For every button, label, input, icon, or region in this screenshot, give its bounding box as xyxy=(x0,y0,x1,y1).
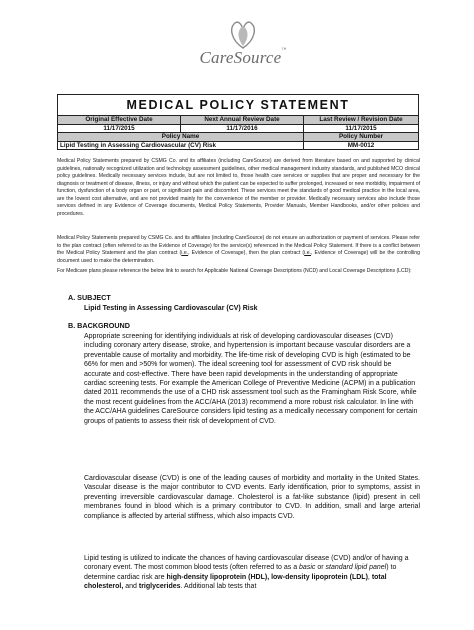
original-effective-date-label: Original Effective Date xyxy=(58,116,181,125)
policy-name: Lipid Testing in Assessing Cardiovascular (CV) Risk xyxy=(58,141,304,150)
background-paragraph-2: Cardiovascular disease (CVD) is one of the leading causes of morbidity and mortality in the United States. Vascular disease is the major contributor to CVD events. Early identification, prior to symptoms, assist in preventing irreversible cardiovascular damage. Cholesterol is a fat-like substance (lipid) present in cell membranes found in blood which is a primary contributor to CVD. In addition, small and large arterial compliance is affected by arterial stiffness, which also impacts CVD. xyxy=(84,475,420,520)
next-review-date: 11/17/2016 xyxy=(181,124,304,133)
caresource-logo xyxy=(188,20,298,70)
intro-paragraph-1: Medical Policy Statements prepared by CSMG Co. and its affiliates (including CareSource) are derived from literature based on and supported by clinical guidelines, nationally recognized utilization and technology assessment guidelines, other medical management industry standards, and published MCO clinical policy guidelines. Medically necessary services include, but are not limited to, those health care services or supplies that are proper and necessary for the diagnosis or treatment of disease, illness, or injury and without which the patient can be expected to suffer prolonged, increased or new morbidity, impairment of function, dysfunction of a body organ or part, or significant pain and discomfort. These services meet the standards of good medical practice in the local area, are the lowest cost alternative, and are not provided mainly for the convenience of the member or provider. Medically necessary services also include those services defined in any Evidence of Coverage documents, Medical Policy Statements, Provider Manuals, Member Handbooks, and/or other policies and procedures. xyxy=(57,158,420,217)
background-paragraph-1: Appropriate screening for identifying individuals at risk of developing cardiovascular diseases (CVD) including coronary artery disease, stroke, and hypertension is important because vascular disorders are a preventable cause of mortality and morbidity. The life-time risk of developing CVD is high (estimated to be 66% for men and >50% for women). The ideal screening tool for assessment of CVD risk should be accurate and cost-effective. There have been rapid developments in the understanding of appropriate cardiac screening tests. For example the American College of Preventive Medicine (ACPM) in a publication dated 2011 recommends the use of a CHD risk assessment tool such as the Framingham Risk Score, while the most recent guidelines from the ACC/AHA (2013) recommend a more robust risk calculator. In line with the ACC/AHA guidelines CareSource considers lipid testing as a medically necessary component for certain groups of patients to assess their risk of development of CVD. xyxy=(84,333,418,425)
policy-number-label: Policy Number xyxy=(304,133,419,142)
intro-paragraph-3: For Medicare plans please reference the below link to search for Applicable National Coverage Descriptions (NCD) and Local Coverage Descriptions (LCD): xyxy=(57,268,412,274)
policy-header-table xyxy=(57,94,419,150)
leaf-icon xyxy=(225,20,261,50)
policy-number: MM-0012 xyxy=(304,141,419,150)
policy-name-label: Policy Name xyxy=(58,133,304,142)
document-title: MEDICAL POLICY STATEMENT xyxy=(58,95,419,116)
logo-wordmark: CareSource xyxy=(199,48,282,67)
section-a-subject: Lipid Testing in Assessing Cardiovascular (CV) Risk xyxy=(84,305,258,312)
original-effective-date: 11/17/2015 xyxy=(58,124,181,133)
last-review-date: 11/17/2015 xyxy=(304,124,419,133)
section-a-heading: A. SUBJECT xyxy=(68,293,111,302)
last-review-date-label: Last Review / Revision Date xyxy=(304,116,419,125)
section-b-heading: B. BACKGROUND xyxy=(68,321,130,330)
next-review-date-label: Next Annual Review Date xyxy=(181,116,304,125)
intro-paragraph-2: Medical Policy Statements prepared by CSMG Co. and its affiliates (including CareSource) do not ensure an authorization or payment of services. Please refer to the plan contract (often referred to as the Evidence of Coverage) for the service(s) referenced in the Medical Policy Statement. If there is a conflict between the Medical Policy Statement and the plan contract (i.e., Evidence of Coverage), then the plan contract (i.e., Evidence of Coverage) will be the controlling document used to make the determination. xyxy=(57,235,421,264)
background-paragraph-3: Lipid testing is utilized to indicate the chances of having cardiovascular disease (CVD) and/or of having a coronary event. The most common blood tests (often referred to as a basic or standard lipid panel) to determine cardiac risk are high-density lipoprotein (HDL), low-density lipoprotein (LDL), total cholesterol, and triglycerides. Additional lab tests that xyxy=(84,555,409,591)
logo-trademark: ™ xyxy=(281,48,287,53)
